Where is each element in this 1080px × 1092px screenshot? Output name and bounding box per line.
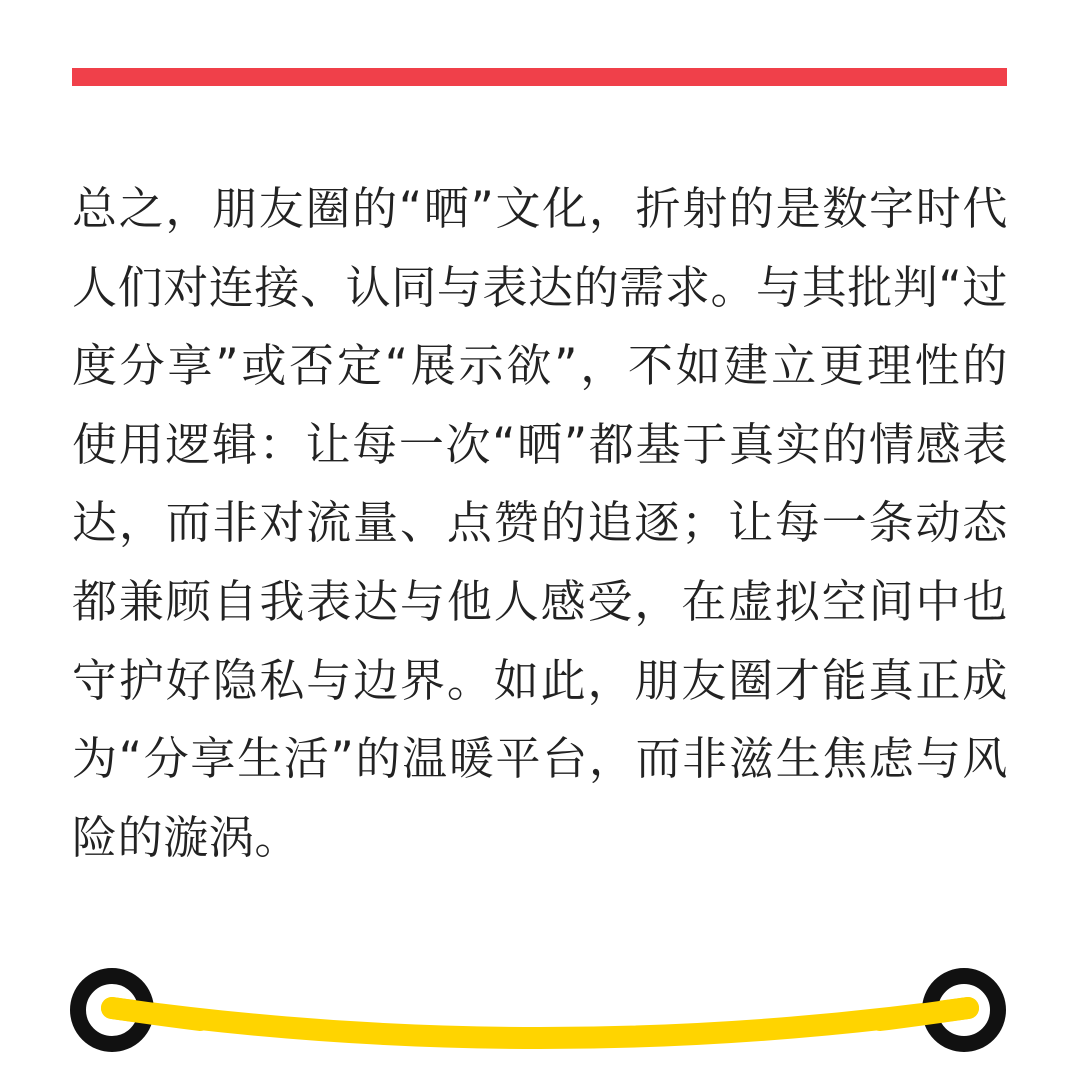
article-paragraph: 总之，朋友圈的“晒”文化，折射的是数字时代人们对连接、认同与表达的需求。与其批判“过度分享”或否定“展示欲”，不如建立更理性的使用逻辑：让每一次“晒”都基于真实的情感表达，而非对流量、点赞的追逐；让每一条动态都兼顾自我表达与他人感受，在虚拟空间中也守护好隐私与边界。如此，朋友圈才能真正成为“分享生活”的温暖平台，而非滋生焦虑与风险的漩涡。 [72, 182, 1008, 864]
yellow-curve [112, 1008, 968, 1038]
footer-decoration [0, 940, 1080, 1092]
top-accent-bar [72, 68, 1007, 86]
